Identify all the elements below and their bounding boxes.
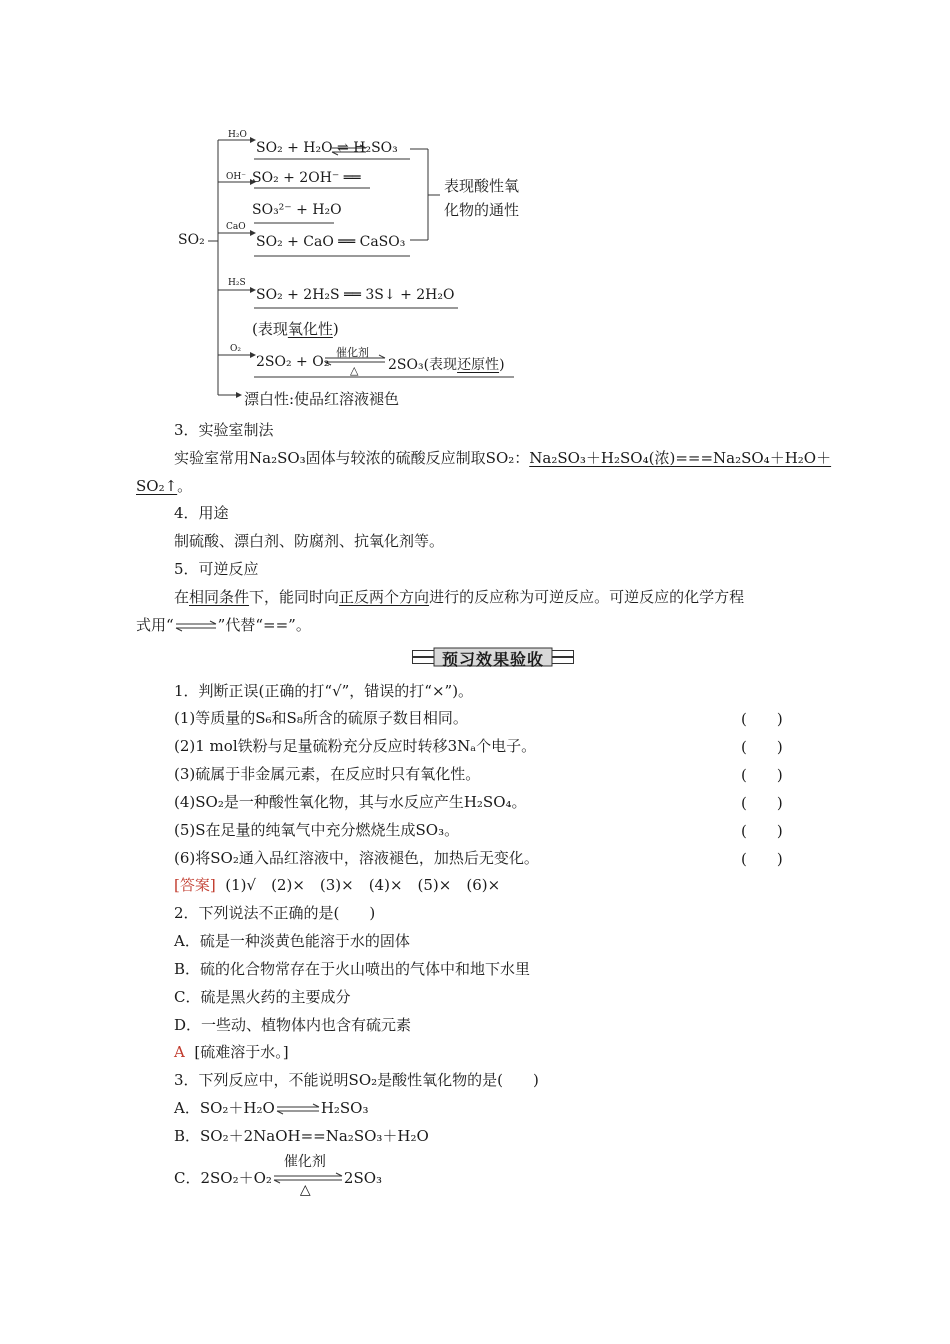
q1-answer: [答案] (1)√ (2)× (3)× (4)× (5)× (6)×: [174, 876, 501, 894]
q3-option-c: C．2SO₂＋O₂ 催化剂 △ 2SO₃: [174, 1154, 383, 1198]
q1-item-5: (5)S在足量的纯氧气中充分燃烧生成SO₃。: [174, 821, 460, 839]
reagent-o2: O₂: [230, 344, 241, 354]
q2-option-c: C．硫是黑火药的主要成分: [174, 988, 351, 1006]
reducing-keyword: 还原性: [457, 357, 500, 373]
section5-text: 在相同条件下，能同时向正反两个方向进行的反应称为可逆反应。可逆反应的化学方程: [174, 588, 745, 606]
q1-answer-box-3[interactable]: ( ): [741, 766, 783, 784]
same-conditions: 相同条件: [189, 588, 250, 606]
eq-so2-h2o: SO₂ + H₂O ⇌ H₂SO₃: [256, 140, 398, 156]
q1-answer-box-6[interactable]: ( ): [741, 850, 783, 868]
eq5-heat: △: [350, 364, 359, 377]
acidic-oxide-label: [444, 174, 519, 222]
oxidizing-note: (表现氧化性): [252, 320, 339, 338]
eq5-right: 2SO₃(表现还原性): [388, 357, 505, 373]
root-so2: SO₂: [178, 232, 205, 248]
q1-item-2: (2)1 mol铁粉与足量硫粉充分反应时转移3Nₐ个电子。: [174, 737, 537, 755]
q2-answer-letter: A: [174, 1043, 185, 1061]
section3-heading: 3．实验室制法: [174, 421, 274, 439]
reagent-oh: OH⁻: [226, 172, 246, 182]
section4-heading: 4．用途: [174, 504, 229, 522]
q3-option-a: A．SO₂＋H₂O H₂SO₃: [174, 1099, 369, 1117]
section3-text: 实验室常用Na₂SO₃固体与较浓的硫酸反应制取SO₂：Na₂SO₃＋H₂SO₄(浓)===Na₂SO₄＋H₂O＋: [174, 449, 832, 467]
bleaching-note: 漂白性:使品红溶液褪色: [244, 390, 400, 408]
q1-item-4: (4)SO₂是一种酸性氧化物，其与水反应产生H₂SO₄。: [174, 793, 527, 811]
q1-answer-box-5[interactable]: ( ): [741, 822, 783, 840]
banner-title: 预习效果验收: [442, 650, 545, 669]
catalyst-arrow: 催化剂 △: [272, 1168, 344, 1188]
section4-text: 制硫酸、漂白剂、防腐剂、抗氧化剂等。: [174, 532, 445, 550]
q1-answer-box-1[interactable]: ( ): [741, 710, 783, 728]
brace-label-line1: 表现酸性氧: [444, 177, 520, 195]
answer-label: [答案]: [174, 876, 216, 894]
q1-stem: 1．判断正误(正确的打“√”，错误的打“×”)。: [174, 682, 474, 700]
q2-option-d: D．一些动、植物体内也含有硫元素: [174, 1016, 412, 1034]
eq-so2-h2s: SO₂ + 2H₂S ══ 3S↓ + 2H₂O: [256, 287, 455, 303]
reversible-arrow-icon: [174, 620, 218, 632]
reagent-h2s: H₂S: [228, 278, 246, 288]
section5-text-cont: 式用“ ”代替“==”。: [136, 616, 311, 634]
eq5-left: 2SO₂ + O₂: [256, 354, 330, 370]
q1-item-1: (1)等质量的S₆和S₈所含的硫原子数目相同。: [174, 709, 468, 727]
q1-item-6: (6)将SO₂通入品红溶液中，溶液褪色，加热后无变化。: [174, 849, 539, 867]
reversible-arrow-icon: [275, 1103, 321, 1115]
lab-equation-continued: SO₂↑。: [136, 477, 193, 495]
eq-so2-oh: SO₂ + 2OH⁻ ══: [252, 170, 361, 186]
eq-so3-h2o: SO₃²⁻ + H₂O: [252, 202, 342, 218]
q3-option-b: B．SO₂＋2NaOH==Na₂SO₃＋H₂O: [174, 1127, 429, 1145]
reagent-h2o: H₂O: [228, 130, 247, 140]
q1-answer-box-4[interactable]: ( ): [741, 794, 783, 812]
oxidizing-keyword: 氧化性: [287, 320, 333, 338]
both-directions: 正反两个方向: [339, 588, 430, 606]
eq-so2-cao: SO₂ + CaO ══ CaSO₃: [256, 234, 406, 250]
brace-label-line2: 化物的通性: [444, 201, 520, 219]
q2-stem: 2．下列说法不正确的是( ): [174, 904, 376, 922]
lab-equation: Na₂SO₃＋H₂SO₄(浓)===Na₂SO₄＋H₂O＋: [529, 449, 832, 467]
reagent-cao: CaO: [226, 222, 246, 232]
eq5-catalyst: 催化剂: [336, 346, 369, 359]
section-banner: [412, 646, 574, 668]
q3-stem: 3．下列反应中，不能说明SO₂是酸性氧化物的是( ): [174, 1071, 539, 1089]
section5-heading: 5．可逆反应: [174, 560, 259, 578]
q1-item-3: (3)硫属于非金属元素，在反应时只有氧化性。: [174, 765, 481, 783]
q2-answer: A [硫难溶于水。]: [174, 1043, 289, 1061]
q2-option-b: B．硫的化合物常存在于火山喷出的气体中和地下水里: [174, 960, 531, 978]
q1-answer-box-2[interactable]: ( ): [741, 738, 783, 756]
q2-option-a: A．硫是一种淡黄色能溶于水的固体: [174, 932, 410, 950]
